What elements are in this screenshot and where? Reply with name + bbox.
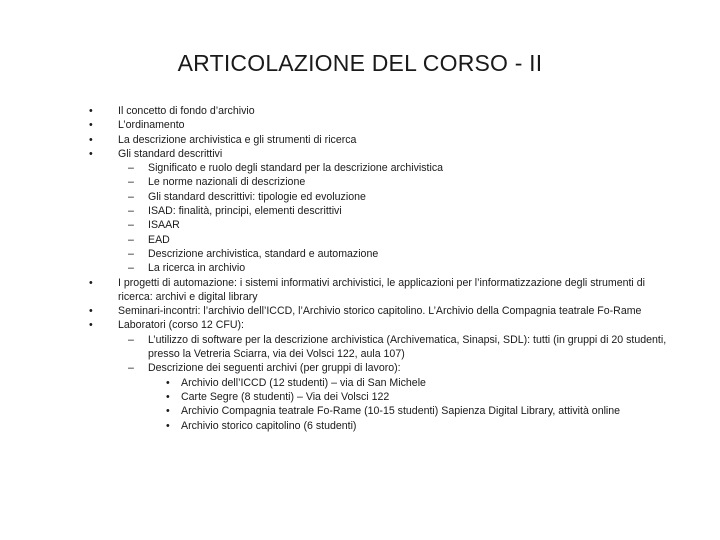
bullet-marker: • <box>166 405 170 418</box>
bullet-marker: • <box>89 319 93 332</box>
list-item <box>0 133 720 147</box>
list-item-text: La descrizione archivistica e gli strumenti di ricerca <box>118 133 357 146</box>
sub-list-item <box>0 247 720 261</box>
bullet-marker: • <box>89 147 93 160</box>
sub-list-item-text: ISAD: finalità, principi, elementi descrittivi <box>148 205 342 218</box>
bullet-marker: • <box>89 305 93 318</box>
list-item <box>0 318 720 332</box>
list-item-text: Il concetto di fondo d’archivio <box>118 105 255 117</box>
sub-list-item-text: Descrizione dei seguenti archivi (per gruppi di lavoro): <box>148 362 401 375</box>
list-item <box>0 104 720 118</box>
sub-list-item <box>0 175 720 189</box>
bullet-marker: • <box>166 376 170 389</box>
dash-marker: – <box>128 205 134 218</box>
list-item <box>0 276 720 305</box>
sub-list-item-text: Le norme nazionali di descrizione <box>148 176 306 189</box>
dash-marker: – <box>128 190 134 203</box>
sub-list-item-text: La ricerca in archivio <box>148 262 246 275</box>
list-item <box>0 118 720 132</box>
sub-list-item-text: Gli standard descrittivi: tipologie ed evoluzione <box>148 190 366 203</box>
dash-marker: – <box>128 262 134 275</box>
list-item-text: Laboratori (corso 12 CFU): <box>118 319 244 332</box>
sub-list-item <box>0 333 720 362</box>
list-item <box>0 304 720 318</box>
dash-marker: – <box>128 176 134 189</box>
bullet-marker: • <box>89 133 93 146</box>
sub-sub-list-item <box>0 419 720 433</box>
list-item-text: L’ordinamento <box>118 119 185 132</box>
sub-sub-list-item-text: Archivio dell’ICCD (12 studenti) – via di San Michele <box>181 376 426 389</box>
dash-marker: – <box>128 247 134 260</box>
sub-sub-list-item <box>0 390 720 404</box>
sub-list-item <box>0 190 720 204</box>
dash-marker: – <box>128 333 134 346</box>
list-item-text: Seminari-incontri: l’archivio dell’ICCD, l’Archivio storico capitolino. L’Archivio della Compagnia teatrale Fo-Rame <box>118 305 642 318</box>
list-item-text: I progetti di automazione: i sistemi informativi archivistici, le applicazioni per l’informatizzazione degli strumenti di ricerca: archivi e digital library <box>118 276 645 303</box>
sub-list-item <box>0 233 720 247</box>
dash-marker: – <box>128 362 134 375</box>
bullet-marker: • <box>166 419 170 432</box>
bullet-marker: • <box>166 390 170 403</box>
sub-list-item-text: Descrizione archivistica, standard e automazione <box>148 247 379 260</box>
sub-sub-list-item-text: Carte Segre (8 studenti) – Via dei Volsci 122 <box>181 390 390 403</box>
sub-list-item <box>0 204 720 218</box>
sub-sub-list-item-text: Archivio Compagnia teatrale Fo-Rame (10-15 studenti) Sapienza Digital Library, attività online <box>181 405 621 418</box>
list-item <box>0 147 720 161</box>
sub-sub-list-item <box>0 376 720 390</box>
bullet-marker: • <box>89 105 93 117</box>
sub-list-item <box>0 261 720 275</box>
sub-list-item-text: L’utilizzo di software per la descrizione archivistica (Archivematica, Sinapsi, SDL): tutti (in gruppi di 20 studenti, presso la Vetreria Sciarra, via dei Volsci 122, aula 107) <box>148 333 667 361</box>
sub-sub-list-item <box>0 404 720 418</box>
sub-list-item <box>0 218 720 232</box>
list-item-text: Gli standard descrittivi <box>118 147 223 160</box>
slide-title: ARTICOLAZIONE DEL CORSO - II <box>177 50 543 76</box>
sub-list-item <box>0 161 720 175</box>
dash-marker: – <box>128 162 134 175</box>
dash-marker: – <box>128 233 134 246</box>
sub-sub-list-item-text: Archivio storico capitolino (6 studenti) <box>181 419 357 432</box>
bullet-marker: • <box>89 119 93 132</box>
sub-list-item-text: Significato e ruolo degli standard per la descrizione archivistica <box>148 162 444 175</box>
dash-marker: – <box>128 219 134 232</box>
sub-list-item <box>0 361 720 375</box>
sub-list-item-text: EAD <box>148 233 170 246</box>
slide-body <box>0 104 720 433</box>
sub-list-item-text: ISAAR <box>148 219 180 232</box>
bullet-marker: • <box>89 276 93 289</box>
